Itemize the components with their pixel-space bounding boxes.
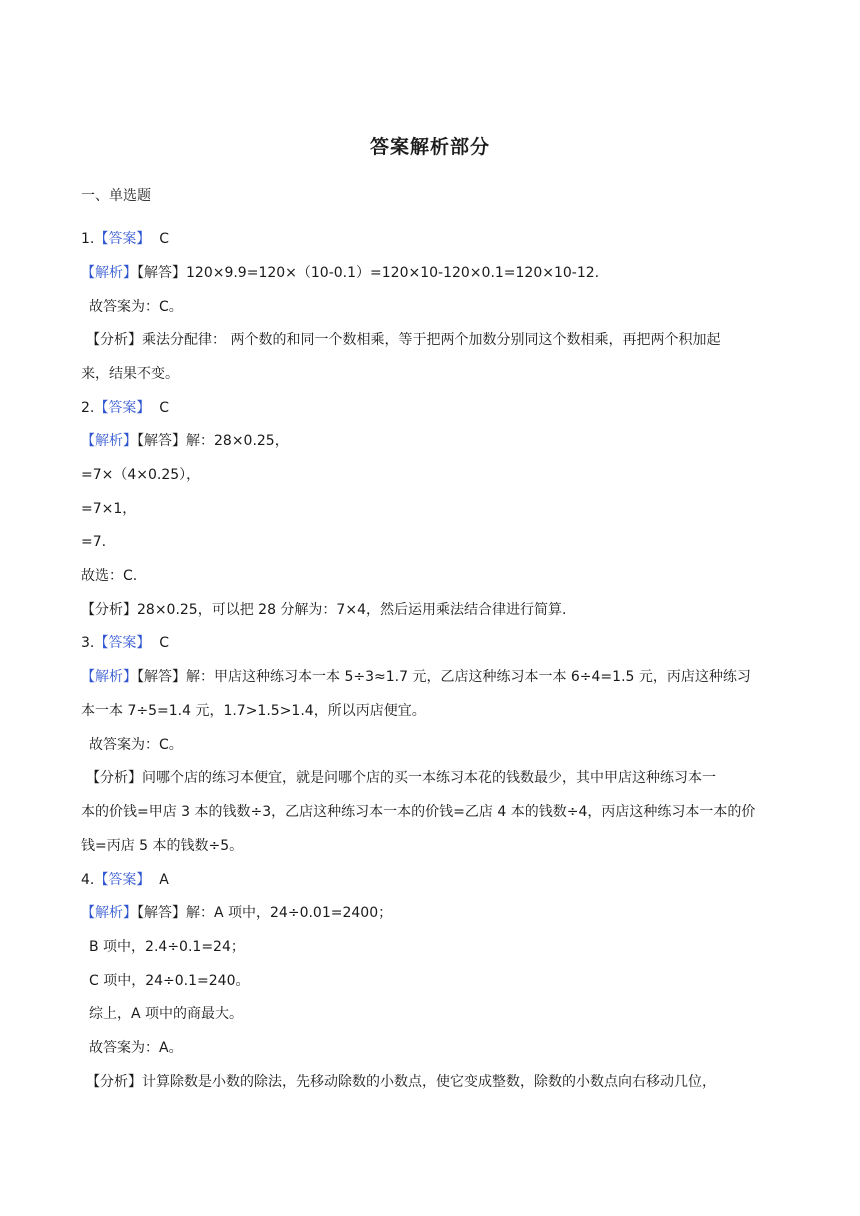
q1-analysis-line-1: 【分析】乘法分配律： 两个数的和同一个数相乘，等于把两个加数分别同这个数相乘，再把两个积加起 (86, 332, 721, 348)
q3-answer-tag: 【答案】 (94, 635, 151, 651)
q1-conclusion: 故答案为：C。 (89, 299, 183, 315)
q1-jiexi-line (81, 263, 781, 283)
q3-answer-line (81, 633, 781, 653)
q2-number: 2. (81, 400, 95, 416)
q1-answer-tag: 【答案】 (94, 231, 151, 247)
section-heading: 一、单选题 (81, 188, 151, 204)
q3-jiexi-tag: 【解析】 (81, 669, 137, 685)
q3-answer: C (159, 635, 170, 651)
q2-step-2: =7×1， (81, 501, 137, 517)
q2-conclusion: 故选：C. (81, 568, 138, 584)
q1-answer: C (159, 231, 170, 247)
q4-conclusion: 故答案为：A。 (89, 1040, 183, 1056)
q1-jiexi-tag: 【解析】 (81, 265, 137, 281)
q1-analysis-line-2: 来，结果不变。 (81, 366, 179, 382)
q4-answer: A (159, 872, 169, 888)
q4-analysis: 【分析】计算除数是小数的除法，先移动除数的小数点，使它变成整数，除数的小数点向右移动几位， (86, 1074, 716, 1090)
q3-number: 3. (81, 635, 95, 651)
q4-answer-tag: 【答案】 (94, 872, 151, 888)
q3-jiexi-line (81, 667, 781, 687)
q3-analysis-line-2: 本的价钱=甲店 3 本的钱数÷3，乙店这种练习本一本的价钱=乙店 4 本的钱数÷4，丙店这种练习本一本的价 (81, 804, 756, 820)
q4-jiexi-line (81, 903, 781, 923)
q4-item-c: C 项中，24÷0.1=240。 (89, 973, 250, 989)
q2-answer: C (159, 400, 170, 416)
q2-jiexi-tag: 【解析】 (81, 433, 137, 449)
q3-analysis-line-1: 【分析】问哪个店的练习本便宜，就是问哪个店的买一本练习本花的钱数最少，其中甲店这种练习本一 (86, 770, 716, 786)
q1-jieda: 【解答】120×9.9=120×（10-0.1）=120×10-120×0.1=120×10-12. (137, 265, 600, 281)
q4-jieda: 【解答】解：A 项中，24÷0.01=2400； (137, 905, 393, 921)
q3-jieda-line-2: 本一本 7÷5=1.4 元，1.7>1.5>1.4，所以丙店便宜。 (81, 703, 426, 719)
q1-number: 1. (81, 231, 95, 247)
q2-analysis: 【分析】28×0.25，可以把 28 分解为：7×4，然后运用乘法结合律进行简算. (81, 602, 567, 618)
q3-analysis-line-3: 钱=丙店 5 本的钱数÷5。 (81, 838, 244, 854)
q3-conclusion: 故答案为：C。 (89, 737, 183, 753)
q4-item-b: B 项中，2.4÷0.1=24； (89, 939, 245, 955)
q2-step-3: =7. (81, 534, 107, 550)
q4-jiexi-tag: 【解析】 (81, 905, 137, 921)
q2-jieda: 【解答】解：28×0.25， (137, 433, 289, 449)
page-title: 答案解析部分 (369, 136, 490, 158)
q4-number: 4. (81, 872, 95, 888)
q3-jieda-1: 【解答】解：甲店这种练习本一本 5÷3≈1.7 元，乙店这种练习本一本 6÷4=1.5 元，丙店这种练习 (137, 669, 751, 685)
q4-summary: 综上，A 项中的商最大。 (89, 1006, 244, 1022)
q2-answer-tag: 【答案】 (94, 400, 151, 416)
q2-answer-line (81, 398, 781, 418)
q4-answer-line (81, 870, 781, 890)
q2-jiexi-line (81, 431, 781, 451)
q2-step-1: =7×（4×0.25）， (81, 467, 201, 483)
q1-answer-line (81, 229, 781, 249)
